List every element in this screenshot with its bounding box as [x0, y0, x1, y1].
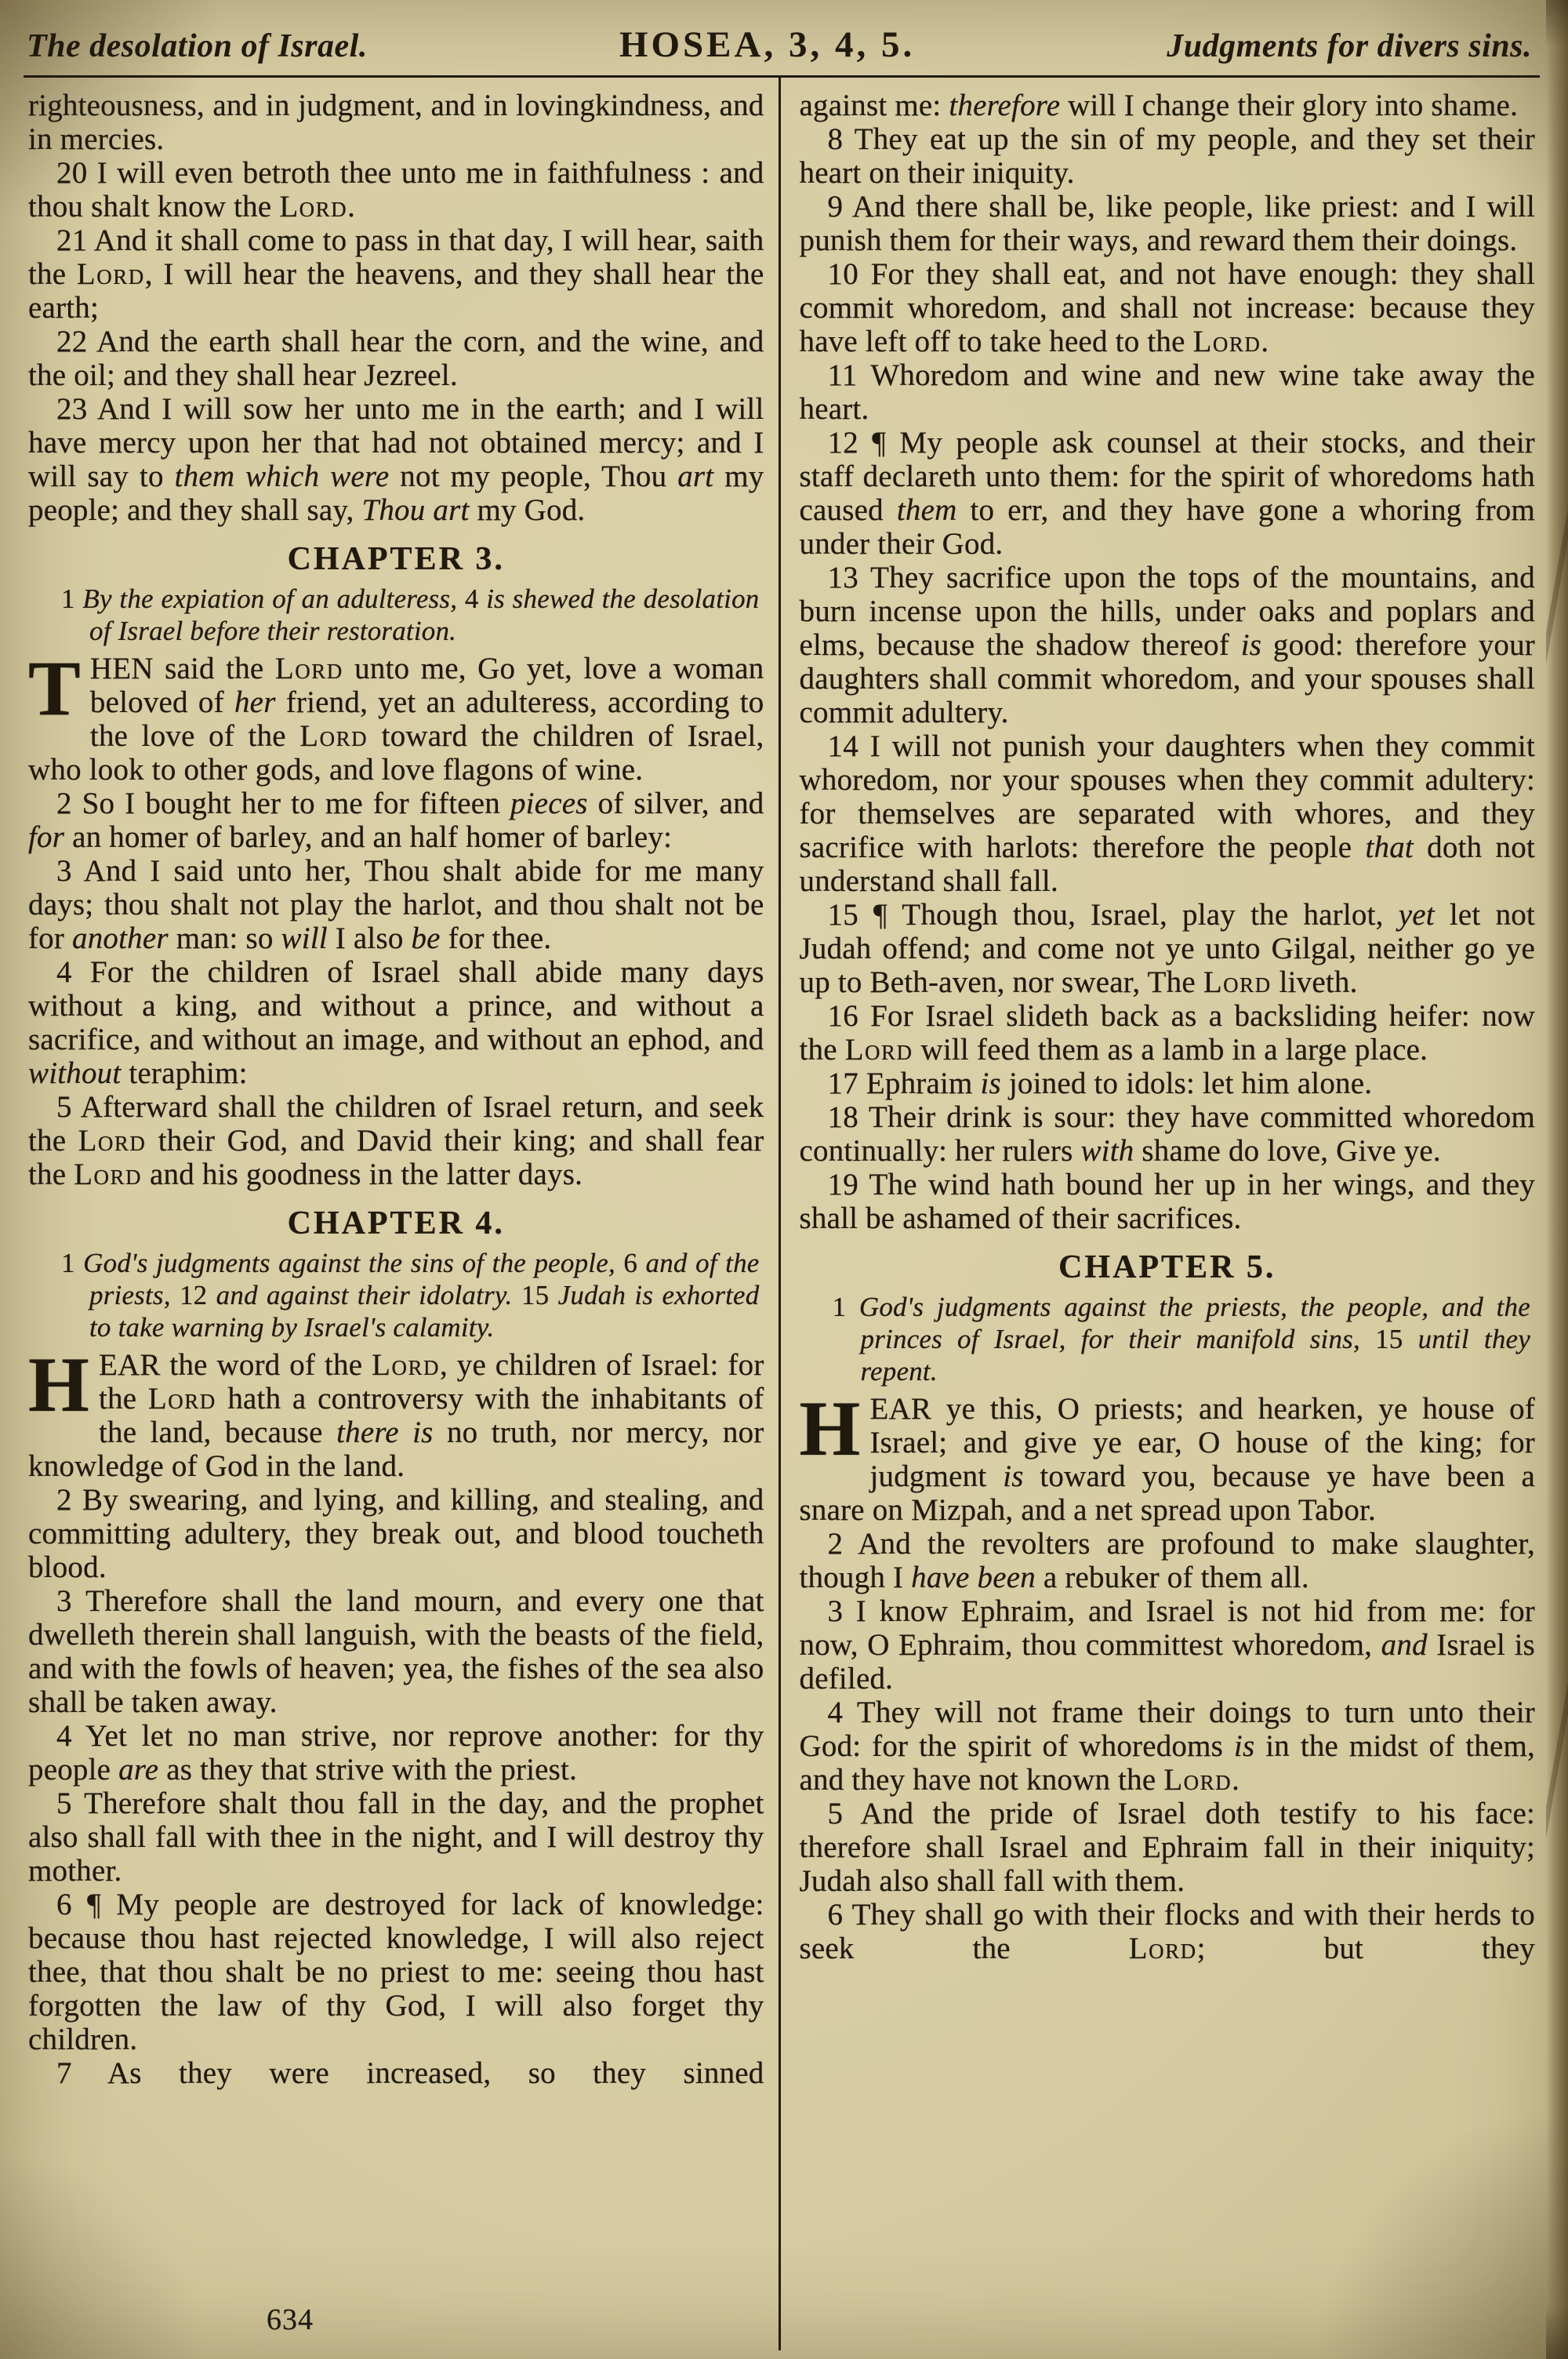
running-head-title: HOSEA, 3, 4, 5.	[619, 24, 916, 65]
chapter-summary: 1 God's judgments against the priests, the people, and the princes of Israel, for their manifold sins, 15 until they repent.	[832, 1292, 1531, 1387]
verse: 4 They will not frame their doings to turn unto their God: for the spirit of whoredoms is in the midst of them, and they have not known the Lord.	[799, 1696, 1535, 1797]
page-number: 634	[267, 2303, 314, 2336]
verse: 3 Therefore shall the land mourn, and every one that dwelleth therein shall languish, with the beasts of the field, and with the fowls of heaven; yea, the fishes of the sea also shall be taken away.	[28, 1584, 764, 1719]
small-caps-lord: Lord	[78, 1124, 147, 1158]
chapter-summary: 1 God's judgments against the sins of the people, 6 and of the priests, 12 and against their idolatry. 15 Judah is exhorted to take warning by Israel's calamity.	[61, 1248, 760, 1343]
verse: 3 I know Ephraim, and Israel is not hid from me: for now, O Ephraim, thou committest whoredom, and Israel is defiled.	[799, 1594, 1535, 1696]
verse: 21 And it shall come to pass in that day, I will hear, saith the Lord, I will hear the heavens, and they shall hear the earth;	[28, 224, 764, 325]
verse: 3 And I said unto her, Thou shalt abide for me many days; thou shalt not play the harlot, and thou shalt not be for another man: so will I also be for thee.	[28, 854, 764, 955]
small-caps-lord: Lord	[299, 719, 368, 753]
drop-cap: H	[799, 1385, 861, 1472]
verse: righteousness, and in judgment, and in lovingkindness, and in mercies.	[28, 89, 764, 156]
verse: 6 ¶ My people are destroyed for lack of knowledge: because thou hast rejected knowledge, I will also reject thee, that thou shalt be no priest to me: seeing thou hast forgotten the law of thy God, I will also forget thy children.	[28, 1888, 764, 2056]
verse: 18 Their drink is sour: they have committed whoredom continually: her rulers with shame do love, Give ye.	[799, 1100, 1535, 1168]
small-caps-lord: Lord	[147, 1382, 216, 1416]
chapter-heading: CHAPTER 3.	[287, 541, 505, 577]
verse: 16 For Israel slideth back as a backsliding heifer: now the Lord will feed them as a lamb in a large place.	[799, 999, 1535, 1067]
verse-dropcap: THEN said the Lord unto me, Go yet, love a woman beloved of her friend, yet an adulteress, according to the love of the Lord toward the children of Israel, who look to other gods, and love flagons of wine.	[28, 645, 764, 787]
verse: 5 And the pride of Israel doth testify to his face: therefore shall Israel and Ephraim fall in their iniquity; Judah also shall fall with them.	[799, 1797, 1535, 1898]
small-caps-lord: Lord	[76, 257, 145, 291]
verse: 15 ¶ Though thou, Israel, play the harlot, yet let not Judah offend; and come not ye unto Gilgal, neither go ye up to Beth-aven, nor swear, The Lord liveth.	[799, 898, 1536, 999]
verse: 2 And the revolters are profound to make slaughter, though I have been a rebuker of them all.	[799, 1527, 1535, 1594]
verse: against me: therefore will I change their glory into shame.	[799, 89, 1519, 122]
verse: 4 For the children of Israel shall abide many days without a king, and without a prince, and without a sacrifice, and without an image, and without an ephod, and without teraphim:	[28, 955, 764, 1090]
chapter-heading: CHAPTER 4.	[287, 1205, 505, 1241]
verse: 20 I will even betroth thee unto me in faithfulness : and thou shalt know the Lord.	[28, 156, 764, 224]
running-head-right: Judgments for divers sins.	[1167, 28, 1532, 64]
right-column	[781, 78, 1541, 2350]
verse: 23 And I will sow her unto me in the earth; and I will have mercy upon her that had not obtained mercy; and I will say to them which were not my people, Thou art my people; and they shall say, Thou art my God.	[28, 392, 764, 527]
chapter-heading: CHAPTER 5.	[1058, 1249, 1276, 1285]
verse: 9 And there shall be, like people, like priest: and I will punish them for their ways, and reward them their doings.	[799, 190, 1535, 257]
small-caps-lord: Lord	[274, 652, 343, 685]
verse: 5 Therefore shalt thou fall in the day, and the prophet also shall fall with thee in the night, and I will destroy thy mother.	[28, 1787, 764, 1888]
verse: 5 Afterward shall the children of Israel return, and seek the Lord their God, and David their king; and shall fear the Lord and his goodness in the latter days.	[28, 1090, 764, 1191]
small-caps-lord: Lord	[1203, 965, 1272, 999]
running-head-left: The desolation of Israel.	[27, 28, 368, 64]
small-caps-lord: Lord	[1163, 1763, 1232, 1797]
page-edge	[1546, 0, 1568, 2359]
drop-cap: H	[28, 1341, 89, 1428]
small-caps-lord: Lord	[1128, 1932, 1197, 1965]
verse: 22 And the earth shall hear the corn, and the wine, and the oil; and they shall hear Jezreel.	[28, 325, 764, 392]
small-caps-lord: Lord	[372, 1348, 440, 1382]
small-caps-lord: Lord	[1192, 325, 1261, 358]
text-columns	[24, 78, 1540, 2350]
verse: 10 For they shall eat, and not have enough: they shall commit whoredom, and shall not increase: because they have left off to take heed to the Lord.	[799, 257, 1535, 358]
left-column	[24, 78, 779, 2350]
small-caps-lord: Lord	[844, 1033, 913, 1067]
running-head	[24, 17, 1540, 74]
verse: 7 As they were increased, so they sinned	[56, 2056, 764, 2090]
verse: 11 Whoredom and wine and new wine take away the heart.	[799, 358, 1535, 426]
chapter-summary: 1 By the expiation of an adulteress, 4 is shewed the desolation of Israel before their restoration.	[61, 583, 760, 646]
verse: 12 ¶ My people ask counsel at their stocks, and their staff declareth unto them: for the spirit of whoredoms hath caused them to err, and they have gone a whoring from under their God.	[799, 426, 1535, 561]
verse: 2 So I bought her to me for fifteen pieces of silver, and for an homer of barley, and an half homer of barley:	[28, 787, 764, 854]
verse-dropcap: HEAR ye this, O priests; and hearken, ye house of Israel; and give ye ear, O house of the king; for judgment is toward you, because ye have been a snare on Mizpah, and a net spread upon Tabor.	[799, 1385, 1535, 1527]
verse: 6 They shall go with their flocks and with their herds to seek the Lord; but they	[799, 1898, 1535, 1965]
verse: 8 They eat up the sin of my people, and they set their heart on their iniquity.	[799, 122, 1535, 190]
verse: 19 The wind hath bound her up in her wings, and they shall be ashamed of their sacrifices.	[799, 1168, 1535, 1235]
drop-cap: T	[28, 645, 81, 732]
verse: 14 I will not punish your daughters when they commit whoredom, nor your spouses when they commit adultery: for themselves are separated with whores, and they sacrifice with harlots: therefore the people that doth not understand shall fall.	[799, 729, 1535, 898]
verse-dropcap: HEAR the word of the Lord, ye children of Israel: for the Lord hath a controversy with the inhabitants of the land, because there is no truth, nor mercy, nor knowledge of God in the land.	[28, 1341, 764, 1483]
verse: 13 They sacrifice upon the tops of the mountains, and burn incense upon the hills, under oaks and poplars and elms, because the shadow thereof is good: therefore your daughters shall commit whoredom, and your spouses shall commit adultery.	[799, 561, 1535, 729]
verse: 17 Ephraim is joined to idols: let him alone.	[827, 1067, 1373, 1100]
verse: 4 Yet let no man strive, nor reprove another: for thy people are as they that strive with the priest.	[28, 1719, 764, 1787]
verse: 2 By swearing, and lying, and killing, and stealing, and committing adultery, they break out, and blood toucheth blood.	[28, 1483, 764, 1584]
small-caps-lord: Lord	[74, 1158, 143, 1191]
small-caps-lord: Lord	[279, 190, 348, 224]
